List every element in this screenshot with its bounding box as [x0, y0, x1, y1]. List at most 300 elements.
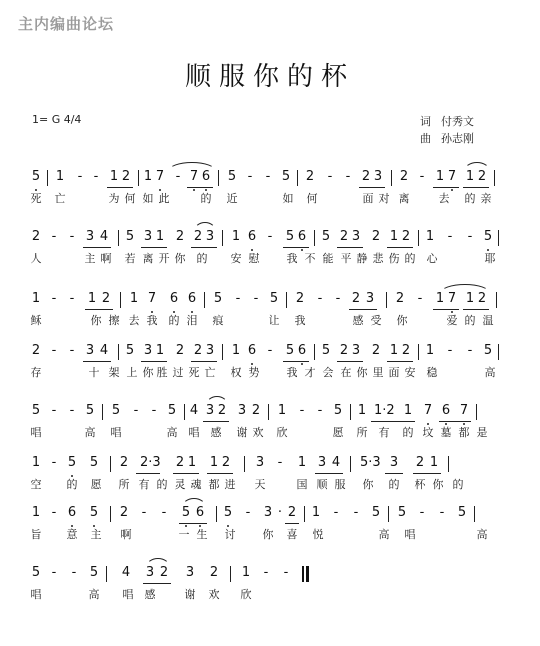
- lyric-char: 心: [426, 252, 438, 265]
- note: 4: [99, 343, 109, 358]
- lyric-char: 势: [248, 366, 260, 379]
- note: 2: [477, 169, 487, 184]
- lyric-char: 擦: [108, 314, 120, 327]
- note: 4: [99, 229, 109, 244]
- composer-credit: [420, 130, 474, 146]
- note: 6: [441, 403, 451, 418]
- lyric-char: 亲: [480, 192, 492, 205]
- eighth-underline: [143, 583, 171, 584]
- lyric-char: 我: [286, 252, 298, 265]
- lyric-char: 进: [224, 478, 236, 491]
- note: 5: [213, 291, 223, 306]
- note: 1: [87, 291, 97, 306]
- eighth-underline: [413, 473, 441, 474]
- barline: [448, 456, 449, 472]
- dash: -: [133, 403, 139, 418]
- note: 1: [465, 291, 475, 306]
- note: 2: [209, 565, 219, 580]
- eighth-underline: [191, 361, 217, 362]
- note: 1: [231, 229, 241, 244]
- lyric-char: 愿: [332, 426, 344, 439]
- lyric-char: 唱: [110, 426, 122, 439]
- note: 7: [155, 169, 165, 184]
- note: 1: [465, 169, 475, 184]
- note: 2: [371, 229, 381, 244]
- barline: [138, 170, 139, 186]
- note: 2: [287, 505, 297, 520]
- note: 2: [193, 343, 203, 358]
- barline: [350, 404, 351, 420]
- barline: [222, 230, 223, 246]
- score-line: [30, 454, 500, 494]
- lyric-char: 我: [294, 314, 306, 327]
- lyric-char: 天: [254, 478, 266, 491]
- dash: -: [69, 291, 75, 306]
- key-signature: 1= G 4/4: [32, 113, 82, 126]
- dash: -: [51, 505, 57, 520]
- lyric-char: 讨: [224, 528, 236, 541]
- note: 5: [227, 169, 237, 184]
- lyric-char: 你: [396, 314, 408, 327]
- lyric-char: 不: [304, 252, 316, 265]
- barline: [496, 292, 497, 308]
- note: 3: [263, 505, 273, 520]
- lyric-char: 你: [142, 366, 154, 379]
- lyrics-row: [30, 528, 500, 544]
- eighth-underline: [385, 473, 403, 474]
- barline: [297, 170, 298, 186]
- barline: [314, 344, 315, 360]
- lyric-char: 稣: [30, 314, 42, 327]
- dash: -: [151, 403, 157, 418]
- barline: [102, 404, 103, 420]
- dash: -: [283, 565, 289, 580]
- low-dot: [251, 249, 253, 251]
- final-barline: [302, 566, 304, 582]
- note: 2: [159, 565, 169, 580]
- lyric-char: 此: [158, 192, 170, 205]
- score-line: [30, 504, 500, 544]
- eighth-underline: [203, 421, 229, 422]
- note: 5: [89, 565, 99, 580]
- lyric-char: 静: [356, 252, 368, 265]
- lyric-char: 面: [388, 366, 400, 379]
- lyric-char: 高: [84, 426, 96, 439]
- lyric-char: 你: [432, 478, 444, 491]
- note: 5: [89, 505, 99, 520]
- note: 2: [119, 455, 129, 470]
- note: 6: [195, 505, 205, 520]
- lyric-char: 如: [142, 192, 154, 205]
- barline: [388, 506, 389, 522]
- note: 5·3: [360, 455, 381, 470]
- note: 3: [255, 455, 265, 470]
- note: 2: [121, 169, 131, 184]
- lyric-char: 的: [402, 426, 414, 439]
- eighth-underline: [463, 187, 489, 188]
- lyric-char: 对: [378, 192, 390, 205]
- note: 2: [101, 291, 111, 306]
- eighth-underline: [337, 247, 363, 248]
- note: 3: [365, 291, 375, 306]
- lyric-char: 是: [476, 426, 488, 439]
- note: 2: [221, 455, 231, 470]
- dash: -: [353, 505, 359, 520]
- lyric-char: 有: [378, 426, 390, 439]
- eighth-underline: [141, 247, 167, 248]
- low-dot: [301, 363, 303, 365]
- watermark-logo: 主内编曲论坛: [18, 15, 115, 33]
- barline: [204, 292, 205, 308]
- lyric-char: 啊: [100, 252, 112, 265]
- lyric-char: 的: [388, 478, 400, 491]
- lyricist-label: 词: [420, 115, 431, 128]
- note: 3: [351, 229, 361, 244]
- lyric-char: 的: [196, 252, 208, 265]
- lyric-char: 伤: [388, 252, 400, 265]
- lyric-char: 温: [482, 314, 494, 327]
- low-dot: [251, 363, 253, 365]
- lyric-char: 高: [484, 366, 496, 379]
- note: 2·3: [140, 455, 161, 470]
- note: 5: [89, 455, 99, 470]
- lyric-char: 架: [108, 366, 120, 379]
- note: 2: [401, 343, 411, 358]
- low-dot: [151, 311, 153, 313]
- lyric-char: 欢: [208, 588, 220, 601]
- barline: [268, 404, 269, 420]
- note: 4: [331, 455, 341, 470]
- note: 1: [31, 455, 41, 470]
- barline: [118, 344, 119, 360]
- eighth-underline: [207, 473, 233, 474]
- note: 1: [389, 229, 399, 244]
- note: 5: [371, 505, 381, 520]
- lyric-char: 的: [404, 252, 416, 265]
- notation-row: [30, 168, 500, 192]
- lyric-char: 何: [306, 192, 318, 205]
- note: 2: [175, 229, 185, 244]
- dash: -: [247, 169, 253, 184]
- note: 5: [85, 403, 95, 418]
- notation-row: [30, 290, 500, 314]
- lyric-char: 安: [230, 252, 242, 265]
- eighth-underline: [136, 473, 160, 474]
- note: 1: [231, 343, 241, 358]
- eighth-underline: [315, 473, 343, 474]
- lyric-char: 开: [158, 252, 170, 265]
- dash: -: [69, 229, 75, 244]
- lyric-char: 悦: [312, 528, 324, 541]
- barline: [314, 230, 315, 246]
- low-dot: [199, 525, 201, 527]
- note: 3: [205, 343, 215, 358]
- note: 1: [31, 291, 41, 306]
- notation-row: [30, 564, 500, 588]
- lyric-char: 旨: [30, 528, 42, 541]
- barline: [110, 456, 111, 472]
- dash: -: [253, 291, 259, 306]
- dash: -: [417, 291, 423, 306]
- lyric-char: 感: [210, 426, 222, 439]
- eighth-underline: [349, 309, 377, 310]
- lyric-char: 亡: [54, 192, 66, 205]
- lyric-char: 谢: [236, 426, 248, 439]
- dash: -: [51, 403, 57, 418]
- slur: [168, 162, 216, 171]
- lyric-char: 过: [172, 366, 184, 379]
- slur: [464, 162, 490, 171]
- note: 3: [85, 229, 95, 244]
- note: 1: [155, 229, 165, 244]
- barline: [286, 292, 287, 308]
- barline: [47, 170, 48, 186]
- score-line: [30, 402, 500, 442]
- dash: -: [277, 455, 283, 470]
- note: 3: [237, 403, 247, 418]
- note: 3: [205, 403, 215, 418]
- lyric-char: 的: [168, 314, 180, 327]
- low-dot: [71, 525, 73, 527]
- note: 6: [67, 505, 77, 520]
- note: 7: [447, 169, 457, 184]
- dash: -: [93, 169, 99, 184]
- lyric-char: 唱: [30, 588, 42, 601]
- note: 2: [477, 291, 487, 306]
- score-line: [30, 564, 500, 604]
- low-dot: [451, 189, 453, 191]
- low-dot: [445, 423, 447, 425]
- dash: -: [245, 505, 251, 520]
- note: 1: [425, 229, 435, 244]
- note: 1: [435, 291, 445, 306]
- dash: -: [51, 455, 57, 470]
- lyric-char: 去: [438, 192, 450, 205]
- barline: [350, 456, 351, 472]
- slur: [194, 222, 216, 231]
- note: 5: [281, 169, 291, 184]
- note: 4: [121, 565, 131, 580]
- lyric-char: 高: [476, 528, 488, 541]
- note: 4: [189, 403, 199, 418]
- barline: [476, 404, 477, 420]
- note: 2: [175, 455, 185, 470]
- dash: -: [467, 343, 473, 358]
- eighth-underline: [337, 361, 363, 362]
- barline: [386, 292, 387, 308]
- note: 1: [429, 455, 439, 470]
- note: 5: [31, 403, 41, 418]
- dash: -: [69, 343, 75, 358]
- lyric-char: 主: [90, 528, 102, 541]
- eighth-underline: [173, 473, 199, 474]
- eighth-underline: [107, 187, 133, 188]
- barline: [120, 292, 121, 308]
- note: 2: [339, 229, 349, 244]
- lyric-char: 痕: [212, 314, 224, 327]
- lyric-char: 的: [66, 478, 78, 491]
- note: 1: [311, 505, 321, 520]
- dash: -: [235, 291, 241, 306]
- note: 3: [389, 455, 399, 470]
- dash: -: [327, 169, 333, 184]
- slur: [182, 498, 206, 507]
- lyrics-row: [30, 252, 500, 268]
- notation-row: [30, 402, 500, 426]
- eighth-underline: [439, 421, 471, 422]
- eighth-underline: [359, 187, 385, 188]
- lyric-char: 稳: [426, 366, 438, 379]
- dash: -: [51, 291, 57, 306]
- lyric-char: 高: [378, 528, 390, 541]
- eighth-underline: [141, 361, 167, 362]
- note: 2: [305, 169, 315, 184]
- eighth-underline: [433, 187, 459, 188]
- barline: [222, 344, 223, 360]
- eighth-underline: [463, 309, 489, 310]
- note: 5: [31, 169, 41, 184]
- note: 1: [435, 169, 445, 184]
- barline: [418, 230, 419, 246]
- aug-dot: ·: [277, 505, 283, 520]
- lyric-char: 胜: [156, 366, 168, 379]
- note: 2: [399, 169, 409, 184]
- barline: [184, 404, 185, 420]
- lyric-char: 慰: [248, 252, 260, 265]
- lyric-char: 近: [226, 192, 238, 205]
- dash: -: [419, 169, 425, 184]
- eighth-underline: [191, 247, 217, 248]
- lyric-char: 主: [84, 252, 96, 265]
- note: 5: [457, 505, 467, 520]
- barline: [110, 506, 111, 522]
- note: 1: [357, 403, 367, 418]
- notation-row: [30, 228, 500, 252]
- barline: [230, 566, 231, 582]
- note: 2: [395, 291, 405, 306]
- lyric-char: 高: [166, 426, 178, 439]
- lyric-char: 去: [128, 314, 140, 327]
- note: 3: [317, 455, 327, 470]
- eighth-underline: [433, 309, 459, 310]
- eighth-underline: [387, 361, 413, 362]
- lyric-char: 十: [88, 366, 100, 379]
- lyric-char: 墓: [440, 426, 452, 439]
- note: 7: [189, 169, 199, 184]
- note: 2: [361, 169, 371, 184]
- lyric-char: 国: [296, 478, 308, 491]
- lyric-char: 为: [108, 192, 120, 205]
- low-dot: [71, 475, 73, 477]
- lyrics-row: [30, 478, 500, 494]
- lyric-char: 存: [30, 366, 42, 379]
- note: 3: [143, 343, 153, 358]
- eighth-underline: [179, 523, 207, 524]
- note: 1: [241, 565, 251, 580]
- lyric-char: 若: [124, 252, 136, 265]
- note: 2: [175, 343, 185, 358]
- lyric-char: 爱: [446, 314, 458, 327]
- note: 1·2: [374, 403, 395, 418]
- notation-row: [30, 454, 500, 478]
- lyric-char: 在: [340, 366, 352, 379]
- note: 1: [209, 455, 219, 470]
- final-barline: [306, 566, 309, 582]
- note: 5: [67, 455, 77, 470]
- barline: [244, 456, 245, 472]
- low-dot: [193, 189, 195, 191]
- note: 2: [251, 403, 261, 418]
- note: 6: [297, 343, 307, 358]
- barline: [106, 566, 107, 582]
- note: 5: [125, 229, 135, 244]
- lyric-char: 唱: [404, 528, 416, 541]
- note: 6: [201, 169, 211, 184]
- lyric-char: 唱: [30, 426, 42, 439]
- note: 6: [247, 343, 257, 358]
- score-line: [30, 342, 500, 382]
- lyric-char: 能: [322, 252, 334, 265]
- lyric-char: 愿: [90, 478, 102, 491]
- low-dot: [427, 423, 429, 425]
- dash: -: [161, 505, 167, 520]
- note: 2: [371, 343, 381, 358]
- dash: -: [141, 505, 147, 520]
- note: 1: [109, 169, 119, 184]
- lyric-char: 面: [362, 192, 374, 205]
- note: 6: [169, 291, 179, 306]
- note: 2: [351, 291, 361, 306]
- dash: -: [175, 169, 181, 184]
- lyric-char: 你: [356, 366, 368, 379]
- lyric-char: 死: [188, 366, 200, 379]
- lyric-char: 人: [30, 252, 42, 265]
- lyric-char: 服: [334, 478, 346, 491]
- note: 2: [217, 403, 227, 418]
- eighth-underline: [371, 421, 415, 422]
- note: 1: [187, 455, 197, 470]
- note: 5: [285, 229, 295, 244]
- note: 5: [333, 403, 343, 418]
- eighth-underline: [285, 523, 299, 524]
- lyrics-row: [30, 426, 500, 442]
- note: 5: [167, 403, 177, 418]
- lyric-char: 你: [362, 478, 374, 491]
- lyric-char: 的: [200, 192, 212, 205]
- barline: [494, 170, 495, 186]
- note: 2: [339, 343, 349, 358]
- barline: [418, 344, 419, 360]
- dash: -: [69, 403, 75, 418]
- note: 2: [31, 343, 41, 358]
- lyric-char: 泪: [186, 314, 198, 327]
- low-dot: [35, 189, 37, 191]
- lyric-char: 所: [356, 426, 368, 439]
- dash: -: [263, 565, 269, 580]
- lyric-char: 平: [340, 252, 352, 265]
- note: 1: [277, 403, 287, 418]
- song-title: 顺服你的杯: [184, 62, 355, 92]
- note: 5: [269, 291, 279, 306]
- lyricist-name: 付秀文: [441, 115, 474, 128]
- low-dot: [191, 311, 193, 313]
- lyric-char: 耶: [484, 252, 496, 265]
- lyric-char: 何: [124, 192, 136, 205]
- note: 7: [423, 403, 433, 418]
- note: 5: [483, 343, 493, 358]
- score-line: [30, 168, 500, 208]
- low-dot: [451, 311, 453, 313]
